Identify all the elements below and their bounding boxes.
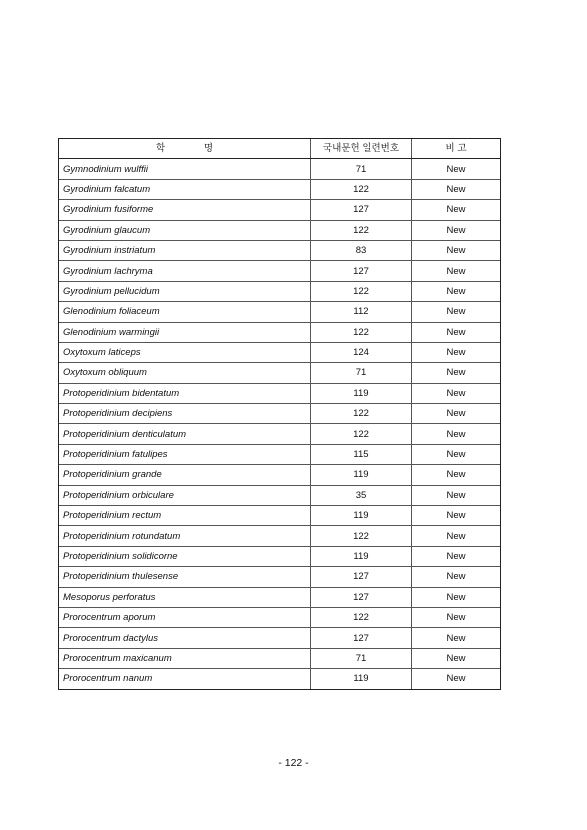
species-name-cell: Oxytoxum laticeps [59, 342, 311, 362]
species-name-cell: Protoperidinium bidentatum [59, 383, 311, 403]
table-row [59, 383, 501, 403]
table-row [59, 628, 501, 648]
table-row [59, 465, 501, 485]
species-name-cell: Prorocentrum dactylus [59, 628, 311, 648]
remarks-cell: New [412, 383, 501, 403]
reference-number-cell: 127 [311, 587, 412, 607]
table-row [59, 444, 501, 464]
remarks-cell: New [412, 159, 501, 179]
table-row [59, 220, 501, 240]
species-name-cell: Protoperidinium denticulatum [59, 424, 311, 444]
remarks-cell: New [412, 281, 501, 301]
reference-number-cell: 119 [311, 546, 412, 566]
reference-number-cell: 71 [311, 159, 412, 179]
species-name-cell: Protoperidinium grande [59, 465, 311, 485]
table-row [59, 506, 501, 526]
species-table [58, 138, 501, 690]
reference-number-cell: 122 [311, 281, 412, 301]
species-name-cell: Protoperidinium rectum [59, 506, 311, 526]
reference-number-cell: 112 [311, 302, 412, 322]
table-row [59, 587, 501, 607]
reference-number-cell: 71 [311, 648, 412, 668]
remarks-cell: New [412, 261, 501, 281]
remarks-cell: New [412, 240, 501, 260]
remarks-cell: New [412, 404, 501, 424]
species-name-cell: Protoperidinium fatulipes [59, 444, 311, 464]
header-remarks: 비 고 [412, 139, 501, 159]
species-name-cell: Prorocentrum nanum [59, 669, 311, 689]
table-row [59, 200, 501, 220]
table-row [59, 322, 501, 342]
table-row [59, 342, 501, 362]
species-name-cell: Gyrodinium falcatum [59, 179, 311, 199]
table-row [59, 404, 501, 424]
species-name-cell: Glenodinium warmingii [59, 322, 311, 342]
reference-number-cell: 71 [311, 363, 412, 383]
remarks-cell: New [412, 465, 501, 485]
species-name-cell: Protoperidinium thulesense [59, 567, 311, 587]
reference-number-cell: 122 [311, 424, 412, 444]
remarks-cell: New [412, 363, 501, 383]
species-name-cell: Gyrodinium lachryma [59, 261, 311, 281]
table-row [59, 567, 501, 587]
table-header-row [59, 139, 501, 159]
reference-number-cell: 119 [311, 465, 412, 485]
table-row [59, 240, 501, 260]
page-number: - 122 - [278, 757, 309, 769]
remarks-cell: New [412, 546, 501, 566]
remarks-cell: New [412, 220, 501, 240]
remarks-cell: New [412, 587, 501, 607]
remarks-cell: New [412, 322, 501, 342]
species-name-cell: Prorocentrum aporum [59, 607, 311, 627]
table-row [59, 159, 501, 179]
header-reference-number: 국내문헌 일련번호 [311, 139, 412, 159]
reference-number-cell: 127 [311, 261, 412, 281]
reference-number-cell: 119 [311, 383, 412, 403]
species-name-cell: Gyrodinium pellucidum [59, 281, 311, 301]
remarks-cell: New [412, 506, 501, 526]
reference-number-cell: 119 [311, 669, 412, 689]
table-row [59, 363, 501, 383]
species-name-cell: Protoperidinium solidicorne [59, 546, 311, 566]
table-row [59, 179, 501, 199]
table-row [59, 302, 501, 322]
table-row [59, 281, 501, 301]
species-name-cell: Protoperidinium orbiculare [59, 485, 311, 505]
table-row [59, 546, 501, 566]
table-row [59, 607, 501, 627]
reference-number-cell: 119 [311, 506, 412, 526]
remarks-cell: New [412, 607, 501, 627]
reference-number-cell: 127 [311, 200, 412, 220]
remarks-cell: New [412, 302, 501, 322]
remarks-cell: New [412, 526, 501, 546]
remarks-cell: New [412, 567, 501, 587]
table-body [59, 159, 501, 689]
reference-number-cell: 122 [311, 526, 412, 546]
remarks-cell: New [412, 485, 501, 505]
species-name-cell: Oxytoxum obliquum [59, 363, 311, 383]
table-row [59, 526, 501, 546]
table-row [59, 424, 501, 444]
remarks-cell: New [412, 342, 501, 362]
reference-number-cell: 35 [311, 485, 412, 505]
remarks-cell: New [412, 669, 501, 689]
reference-number-cell: 122 [311, 322, 412, 342]
reference-number-cell: 122 [311, 220, 412, 240]
remarks-cell: New [412, 628, 501, 648]
remarks-cell: New [412, 444, 501, 464]
species-name-cell: Gyrodinium glaucum [59, 220, 311, 240]
reference-number-cell: 127 [311, 567, 412, 587]
reference-number-cell: 115 [311, 444, 412, 464]
species-name-cell: Gyrodinium instriatum [59, 240, 311, 260]
remarks-cell: New [412, 200, 501, 220]
table-row [59, 669, 501, 689]
species-name-cell: Protoperidinium rotundatum [59, 526, 311, 546]
table-row [59, 648, 501, 668]
species-name-cell: Glenodinium foliaceum [59, 302, 311, 322]
species-name-cell: Gyrodinium fusiforme [59, 200, 311, 220]
reference-number-cell: 124 [311, 342, 412, 362]
remarks-cell: New [412, 424, 501, 444]
table-row [59, 261, 501, 281]
header-scientific-name: 학 명 [59, 139, 311, 159]
remarks-cell: New [412, 179, 501, 199]
species-name-cell: Gymnodinium wulffii [59, 159, 311, 179]
species-name-cell: Prorocentrum maxicanum [59, 648, 311, 668]
reference-number-cell: 83 [311, 240, 412, 260]
reference-number-cell: 127 [311, 628, 412, 648]
species-name-cell: Protoperidinium decipiens [59, 404, 311, 424]
reference-number-cell: 122 [311, 179, 412, 199]
reference-number-cell: 122 [311, 607, 412, 627]
table-row [59, 485, 501, 505]
reference-number-cell: 122 [311, 404, 412, 424]
remarks-cell: New [412, 648, 501, 668]
species-name-cell: Mesoporus perforatus [59, 587, 311, 607]
